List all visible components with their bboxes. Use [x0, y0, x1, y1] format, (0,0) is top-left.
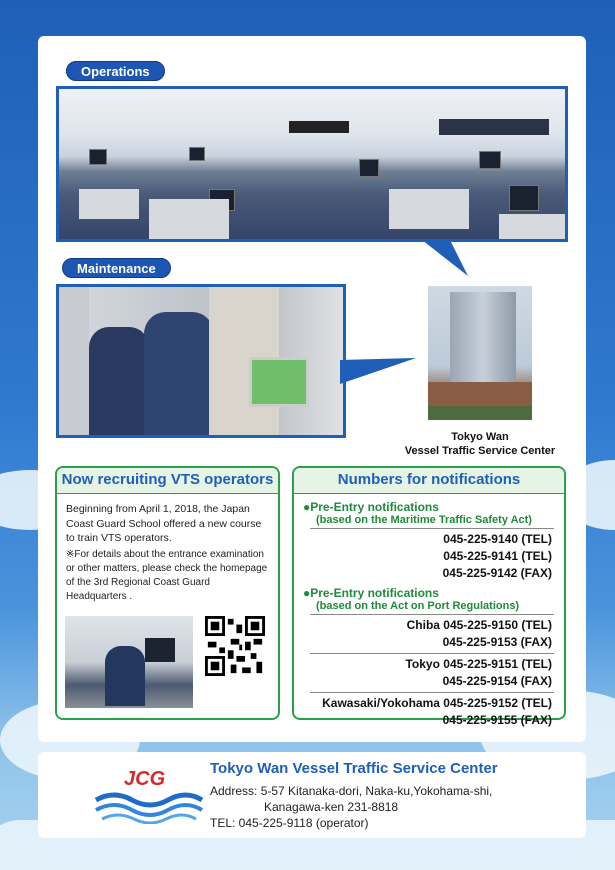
phone-number: 045-225-9141 (TEL) — [443, 549, 552, 563]
phone-number: 045-225-9140 (TEL) — [443, 532, 552, 546]
jcg-logo — [94, 766, 204, 826]
divider — [310, 528, 554, 529]
recruit-body: Beginning from April 1, 2018, the Japan Coast Guard School offered a new course to train VTS operators. — [66, 503, 262, 544]
recruit-title: Now recruiting VTS operators — [57, 468, 278, 494]
notif-heading-port: ●Pre-Entry notifications — [303, 586, 439, 600]
qr-code-icon — [205, 616, 265, 676]
notif-heading-maritime: ●Pre-Entry notifications — [303, 500, 439, 514]
notif-sub-port: (based on the Act on Port Regulations) — [316, 600, 520, 612]
fax-number: 045-225-9154 (FAX) — [442, 674, 552, 688]
divider — [310, 614, 554, 615]
maintenance-label: Maintenance — [62, 258, 171, 278]
wave-icon — [94, 790, 204, 824]
recruit-note: ※For details about the entrance examination or other matters, please check the homepage of the 3rd Regional Coast Guard Headquarters . — [66, 548, 268, 602]
callout-pointer — [340, 350, 420, 390]
divider — [310, 653, 554, 654]
jcg-logo-text: JCG — [124, 768, 166, 790]
fax-number: 045-225-9155 (FAX) — [442, 713, 552, 727]
notif-sub-maritime: (based on the Maritime Traffic Safety Act) — [316, 514, 532, 526]
footer-tel: TEL: 045-225-9118 (operator) — [210, 816, 369, 830]
phone-number: Tokyo 045-225-9151 (TEL) — [405, 657, 552, 671]
maintenance-photo — [56, 284, 346, 438]
recruit-box — [55, 466, 280, 720]
recruit-photo — [65, 616, 193, 708]
footer-address-line2: Kanagawa-ken 231-8818 — [264, 800, 399, 814]
divider — [310, 692, 554, 693]
tower-caption-line2: Vessel Traffic Service Center — [404, 445, 556, 457]
numbers-title: Numbers for notifications — [294, 468, 564, 494]
footer-card — [38, 752, 586, 838]
operations-photo — [56, 86, 568, 242]
callout-pointer — [420, 240, 480, 280]
fax-number: 045-225-9153 (FAX) — [442, 635, 552, 649]
phone-number: Chiba 045-225-9150 (TEL) — [406, 618, 552, 632]
footer-title: Tokyo Wan Vessel Traffic Service Center — [210, 760, 498, 777]
numbers-box — [292, 466, 566, 727]
operations-label: Operations — [66, 61, 165, 81]
tower-photo — [428, 286, 532, 420]
footer-address-line1: Address: 5-57 Kitanaka-dori, Naka-ku,Yokohama-shi, — [210, 784, 493, 798]
fax-number: 045-225-9142 (FAX) — [442, 566, 552, 580]
tower-caption-line1: Tokyo Wan — [451, 431, 509, 443]
phone-number: Kawasaki/Yokohama 045-225-9152 (TEL) — [322, 696, 552, 710]
